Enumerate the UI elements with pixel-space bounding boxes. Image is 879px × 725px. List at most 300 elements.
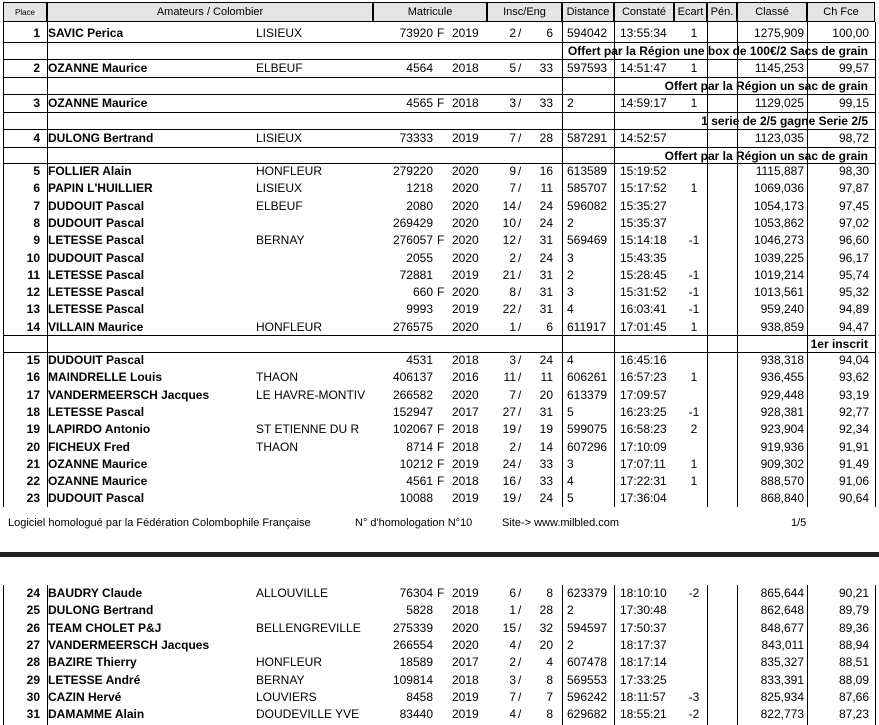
female-flag-cell: F [437,233,445,248]
table-row [0,60,879,77]
matricule-cell: 2080 [406,198,433,213]
page-separator [0,552,879,557]
insc-cell: 2 [509,439,516,454]
classe-cell: 959,240 [760,302,804,317]
matricule-cell: 266582 [392,387,433,402]
prize-note: 1 serie de 2/5 gagne Serie 2/5 [701,114,868,128]
insc-cell: 7 [509,181,516,196]
insc-eng-separator: / [518,491,522,506]
chfce-cell: 88,51 [838,655,869,670]
insc-cell: 9 [509,164,516,178]
chfce-cell: 90,64 [838,491,869,506]
prize-note: 1er inscrit [810,337,868,351]
insc-cell: 3 [509,353,516,367]
place-cell: 27 [26,637,40,652]
year-cell: 2020 [452,250,479,265]
location-cell: DOUDEVILLE YVE [256,707,360,722]
eng-cell: 31 [539,404,553,419]
ecart-cell: 1 [690,456,698,471]
insc-eng-separator: / [518,672,522,687]
year-cell: 2019 [452,267,479,282]
insc-eng-separator: / [518,215,522,230]
eng-cell: 33 [539,96,553,110]
name-cell: DAMAMME Alain [48,707,145,722]
classe-cell: 865,644 [760,586,804,600]
constate-cell: 17:30:48 [620,603,667,618]
chfce-cell: 100,00 [832,26,869,40]
place-cell: 11 [27,267,40,282]
chfce-cell: 95,32 [838,285,869,300]
ecart-cell: 1 [690,26,698,40]
insc-eng-separator: / [518,422,522,437]
chfce-cell: 97,45 [838,198,869,213]
year-cell: 2018 [452,672,479,687]
matricule-cell: 4564 [406,61,433,75]
classe-cell: 848,677 [760,620,804,635]
name-cell: TEAM CHOLET P&J [48,620,162,635]
matricule-cell: 1218 [406,181,433,196]
place-cell: 5 [33,164,40,178]
matricule-cell: 10212 [399,456,433,471]
insc-cell: 16 [502,474,516,489]
chfce-cell: 91,91 [838,439,869,454]
classe-cell: 868,840 [760,491,804,506]
matricule-cell: 102067 [392,422,433,437]
insc-eng-separator: / [518,233,522,248]
year-cell: 2020 [452,319,479,334]
classe-cell: 1275,909 [753,26,804,40]
insc-cell: 7 [509,387,516,402]
chfce-cell: 88,09 [838,672,869,687]
name-cell: DULONG Bertrand [48,603,154,618]
name-cell: FOLLIER Alain [48,164,132,178]
insc-eng-separator: / [518,353,522,367]
classe-cell: 888,570 [760,474,804,489]
insc-eng-separator: / [518,370,522,385]
eng-cell: 33 [539,61,553,75]
distance-cell: 3 [567,285,574,300]
female-flag-cell: F [437,26,445,40]
distance-cell: 606261 [567,370,608,385]
name-cell: LETESSE Pascal [48,285,145,300]
year-cell: 2018 [452,474,479,489]
distance-cell: 599075 [567,422,608,437]
eng-cell: 14 [539,439,553,454]
table-row [0,672,879,689]
header-classe: Classé [737,2,807,22]
table-row [0,490,879,507]
matricule-cell: 269429 [392,215,433,230]
distance-cell: 613589 [567,164,608,178]
place-cell: 30 [26,689,40,704]
female-flag-cell: F [437,586,445,600]
distance-cell: 594042 [567,26,608,40]
insc-cell: 3 [509,96,516,110]
ecart-cell: -1 [688,285,700,300]
chfce-cell: 95,74 [838,267,869,282]
eng-cell: 7 [546,689,553,704]
eng-cell: 28 [539,603,553,618]
insc-cell: 5 [509,61,516,75]
eng-cell: 33 [539,456,553,471]
eng-cell: 28 [539,131,553,145]
constate-cell: 15:35:37 [620,215,667,230]
year-cell: 2018 [452,603,479,618]
place-cell: 22 [26,474,40,489]
name-cell: FICHEUX Fred [48,439,131,454]
name-cell: BAZIRE Thierry [48,655,137,670]
table-row [0,352,879,369]
insc-eng-separator: / [518,198,522,213]
eng-cell: 8 [546,707,553,722]
ecart-cell: 1 [690,181,698,196]
name-cell: BAUDRY Claude [48,586,143,600]
classe-cell: 1046,273 [753,233,804,248]
insc-cell: 7 [509,689,516,704]
insc-cell: 12 [502,233,516,248]
place-cell: 7 [33,198,40,213]
female-flag-cell: F [437,285,445,300]
insc-cell: 2 [509,250,516,265]
classe-cell: 1115,887 [755,164,804,178]
eng-cell: 8 [546,672,553,687]
footer-software: Logiciel homologué par la Fédération Colombophile Française [8,517,311,529]
classe-cell: 919,936 [760,439,804,454]
location-cell: HONFLEUR [256,164,323,178]
location-cell: LE HAVRE-MONTIV [256,387,366,402]
constate-cell: 17:07:11 [620,456,666,471]
insc-cell: 2 [509,26,516,40]
constate-cell: 16:45:16 [620,353,667,367]
header-amateurs: Amateurs / Colombier [47,2,373,22]
matricule-cell: 72881 [399,267,433,282]
location-cell: THAON [256,439,298,454]
table-row [0,130,879,147]
header-matricule: Matricule [373,2,487,22]
classe-cell: 1039,225 [753,250,804,265]
eng-cell: 6 [546,26,553,40]
constate-cell: 17:01:45 [620,319,667,334]
name-cell: OZANNE Maurice [48,96,148,110]
insc-cell: 15 [502,620,516,635]
year-cell: 2018 [452,353,479,367]
ecart-cell: 2 [690,422,698,437]
chfce-cell: 92,34 [838,422,869,437]
location-cell: ST ETIENNE DU R [256,422,360,437]
name-cell: VANDERMEERSCH Jacques [48,637,210,652]
constate-cell: 14:52:57 [620,131,667,145]
year-cell: 2020 [452,198,479,213]
chfce-cell: 94,04 [838,353,869,367]
year-cell: 2019 [452,26,479,40]
year-cell: 2020 [452,387,479,402]
female-flag-cell: F [437,439,445,454]
insc-cell: 1 [509,603,516,618]
insc-eng-separator: / [518,267,522,282]
constate-cell: 15:17:52 [620,181,667,196]
matricule-cell: 406137 [392,370,433,385]
eng-cell: 24 [539,353,553,367]
insc-eng-separator: / [518,637,522,652]
matricule-cell: 152947 [392,404,433,419]
classe-cell: 1069,036 [753,181,804,196]
eng-cell: 11 [540,370,553,385]
place-cell: 14 [26,319,40,334]
location-cell: ELBEUF [256,61,303,75]
name-cell: SAVIC Perica [48,26,124,40]
place-cell: 26 [26,620,40,635]
eng-cell: 16 [539,164,553,178]
insc-cell: 7 [509,131,516,145]
insc-eng-separator: / [518,404,522,419]
location-cell: ELBEUF [256,198,303,213]
year-cell: 2018 [452,422,479,437]
matricule-cell: 73333 [399,131,433,145]
insc-eng-separator: / [518,603,522,618]
location-cell: THAON [256,370,298,385]
chfce-cell: 89,36 [838,620,869,635]
classe-cell: 822,773 [760,707,804,722]
year-cell: 2016 [452,370,479,385]
matricule-cell: 275339 [392,620,433,635]
name-cell: DULONG Bertrand [48,131,154,145]
constate-cell: 16:58:23 [620,422,667,437]
distance-cell: 596082 [567,198,608,213]
classe-cell: 862,648 [760,603,804,618]
ecart-cell: -1 [688,302,700,317]
classe-cell: 1054,173 [753,198,804,213]
eng-cell: 33 [539,474,553,489]
constate-cell: 15:35:27 [620,198,667,213]
year-cell: 2020 [452,233,479,248]
eng-cell: 20 [539,637,553,652]
eng-cell: 11 [540,181,553,196]
distance-cell: 4 [567,474,574,489]
year-cell: 2019 [452,707,479,722]
insc-eng-separator: / [518,181,522,196]
place-cell: 3 [33,96,40,110]
eng-cell: 32 [539,620,553,635]
name-cell: LETESSE Pascal [48,233,145,248]
distance-cell: 607296 [567,439,608,454]
year-cell: 2019 [452,131,479,145]
distance-cell: 569553 [567,672,608,687]
distance-cell: 3 [567,250,574,265]
chfce-cell: 92,77 [838,404,869,419]
table-row [0,198,879,215]
place-cell: 20 [26,439,40,454]
name-cell: OZANNE Maurice [48,61,148,75]
distance-cell: 569469 [567,233,608,248]
name-cell: LETESSE Pascal [48,302,145,317]
table-row [0,267,879,284]
eng-cell: 6 [546,319,553,334]
chfce-cell: 97,02 [838,215,869,230]
name-cell: DUDOUIT Pascal [48,198,145,213]
place-cell: 6 [33,181,40,196]
table-row [0,319,879,336]
location-cell: BERNAY [256,672,305,687]
insc-cell: 4 [509,707,516,722]
insc-eng-separator: / [518,689,522,704]
classe-cell: 1013,561 [753,285,804,300]
table-row [0,301,879,318]
insc-cell: 2 [509,655,516,670]
classe-cell: 835,327 [760,655,804,670]
classe-cell: 1129,025 [754,96,804,110]
insc-eng-separator: / [518,26,522,40]
prize-note: Offert par la Région un sac de grain [664,79,868,93]
insc-eng-separator: / [518,586,522,600]
insc-eng-separator: / [518,302,522,317]
chfce-cell: 93,19 [838,387,869,402]
matricule-cell: 10088 [399,491,433,506]
chfce-cell: 97,87 [838,181,869,196]
insc-eng-separator: / [518,319,522,334]
eng-cell: 24 [539,250,553,265]
place-cell: 28 [26,655,40,670]
insc-cell: 8 [509,285,516,300]
insc-cell: 1 [509,319,516,334]
eng-cell: 31 [539,233,553,248]
insc-cell: 14 [502,198,516,213]
name-cell: MAINDRELLE Louis [48,370,162,385]
distance-cell: 607478 [567,655,608,670]
table-row [0,456,879,473]
constate-cell: 15:43:35 [620,250,667,265]
table-row [0,369,879,386]
year-cell: 2019 [452,491,479,506]
classe-cell: 936,455 [760,370,804,385]
insc-cell: 21 [502,267,516,282]
matricule-cell: 76304 [399,586,433,600]
matricule-cell: 279220 [392,164,433,178]
chfce-cell: 98,30 [838,164,869,178]
chfce-cell: 96,60 [838,233,869,248]
table-row [0,637,879,654]
constate-cell: 16:23:25 [620,404,667,419]
insc-cell: 27 [502,404,516,419]
eng-cell: 20 [539,387,553,402]
insc-cell: 19 [502,422,516,437]
insc-eng-separator: / [518,131,522,145]
distance-cell: 597593 [567,61,608,75]
year-cell: 2018 [452,439,479,454]
distance-cell: 2 [567,637,574,652]
female-flag-cell: F [437,96,445,110]
female-flag-cell: F [437,422,445,437]
table-row [0,387,879,404]
footer-homologation: N° d'homologation N°10 [355,517,473,529]
constate-cell: 18:55:21 [620,707,667,722]
eng-cell: 24 [539,215,553,230]
matricule-cell: 4561 [406,474,433,489]
insc-eng-separator: / [518,285,522,300]
matricule-cell: 73920 [399,26,433,40]
name-cell: DUDOUIT Pascal [48,491,145,506]
name-cell: DUDOUIT Pascal [48,215,145,230]
matricule-cell: 276057 [392,233,433,248]
ecart-cell: 1 [690,474,698,489]
insc-eng-separator: / [518,707,522,722]
table-row [0,232,879,249]
constate-cell: 14:59:17 [620,96,667,110]
chfce-cell: 99,57 [838,61,869,75]
distance-cell: 3 [567,456,574,471]
distance-cell: 2 [567,267,574,282]
year-cell: 2020 [452,181,479,196]
matricule-cell: 276575 [392,319,433,334]
year-cell: 2020 [452,164,479,178]
header-insc-eng: Insc/Eng [487,2,562,22]
female-flag-cell: F [437,474,445,489]
table-row [0,620,879,637]
name-cell: LETESSE Pascal [48,404,145,419]
row-divider [3,335,875,336]
chfce-cell: 89,79 [838,603,869,618]
distance-cell: 4 [567,353,574,367]
year-cell: 2018 [452,96,479,110]
constate-cell: 15:31:52 [620,285,667,300]
year-cell: 2020 [452,215,479,230]
table-row [0,25,879,42]
table-row [0,163,879,180]
table-row [0,706,879,723]
matricule-cell: 8714 [406,439,433,454]
classe-cell: 833,391 [760,672,804,687]
eng-cell: 31 [539,267,553,282]
eng-cell: 24 [539,491,553,506]
matricule-cell: 109814 [392,672,433,687]
classe-cell: 1145,253 [754,61,804,75]
ecart-cell: 1 [690,370,698,385]
year-cell: 2019 [452,302,479,317]
constate-cell: 14:51:47 [620,61,667,75]
eng-cell: 19 [539,422,553,437]
constate-cell: 17:36:04 [620,491,667,506]
insc-cell: 11 [503,370,516,385]
name-cell: PAPIN L'HUILLIER [48,181,153,196]
insc-cell: 24 [502,456,516,471]
place-cell: 16 [26,370,40,385]
female-flag-cell: F [437,456,445,471]
distance-cell: 623379 [567,586,608,600]
distance-cell: 5 [567,404,574,419]
year-cell: 2020 [452,285,479,300]
distance-cell: 587291 [567,131,608,145]
ecart-cell: -1 [688,267,700,282]
place-cell: 19 [26,422,40,437]
name-cell: DUDOUIT Pascal [48,250,145,265]
insc-eng-separator: / [518,474,522,489]
constate-cell: 18:11:57 [620,689,666,704]
year-cell: 2019 [452,586,479,600]
place-cell: 25 [26,603,40,618]
table-row [0,284,879,301]
matricule-cell: 660 [412,285,433,300]
location-cell: BELLENGREVILLE [256,620,361,635]
constate-cell: 16:57:23 [620,370,667,385]
classe-cell: 938,318 [760,353,804,367]
year-cell: 2017 [452,404,479,419]
location-cell: HONFLEUR [256,655,323,670]
constate-cell: 17:09:57 [620,387,667,402]
ecart-cell: 1 [690,319,698,334]
matricule-cell: 4565 [406,96,433,110]
matricule-cell: 9993 [406,302,433,317]
classe-cell: 923,904 [760,422,804,437]
insc-eng-separator: / [518,387,522,402]
